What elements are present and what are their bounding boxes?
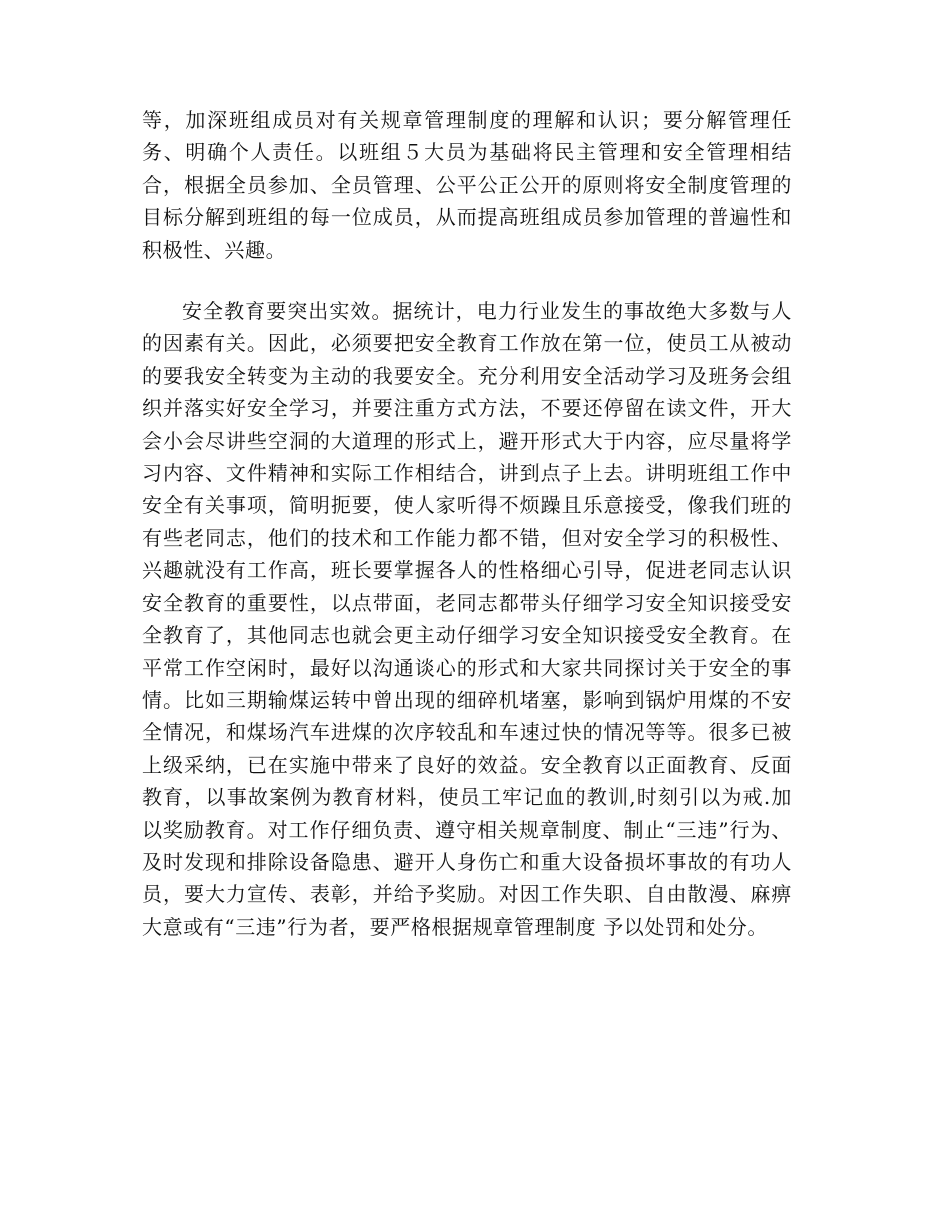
document-body bbox=[142, 104, 792, 943]
paragraph-safety-education: 安全教育要突出实效。据统计，电力行业发生的事故绝大多数与人的因素有关。因此，必须要把安全教育工作放在第一位，使员工从被动的要我安全转变为主动的我要安全。充分利用安全活动学习及班务会组织并落实好安全学习，并要注重方式方法，不要还停留在读文件，开大会小会尽讲些空洞的大道理的形式上，避开形式大于内容，应尽量将学习内容、文件精神和实际工作相结合，讲到点子上去。讲明班组工作中安全有关事项，简明扼要，使人家听得不烦躁且乐意接受，像我们班的有些老同志，他们的技术和工作能力都不错，但对安全学习的积极性、兴趣就没有工作高，班长要掌握各人的性格细心引导，促进老同志认识安全教育的重要性，以点带面，老同志都带头仔细学习安全知识接受安全教育了，其他同志也就会更主动仔细学习安全知识接受安全教育。在平常工作空闲时，最好以沟通谈心的形式和大家共同探讨关于安全的事情。比如三期输煤运转中曾出现的细碎机堵塞，影响到锅炉用煤的不安全情况，和煤场汽车进煤的次序较乱和车速过快的情况等等。很多已被上级采纳，已在实施中带来了良好的效益。安全教育以正面教育、反面教育，以事故案例为教育材料，使员工牢记血的教训,时刻引以为戒.加以奖励教育。对工作仔细负责、遵守相关规章制度、制止“三违”行为、及时发现和排除设备隐患、避开人身伤亡和重大设备损坏事故的有功人员，要大力宣传、表彰，并给予奖励。对因工作失职、自由散漫、麻痹大意或有“三违”行为者，要严格根据规章管理制度 予以处罚和处分。 bbox=[142, 299, 792, 939]
paragraph-continued: 等，加深班组成员对有关规章管理制度的理解和认识；要分解管理任务、明确个人责任。以班组５大员为基础将民主管理和安全管理相结合，根据全员参加、全员管理、公平公正公开的原则将安全制度管理的目标分解到班组的每一位成员，从而提高班组成员参加管理的普遍性和积极性、兴趣。 bbox=[142, 108, 792, 262]
